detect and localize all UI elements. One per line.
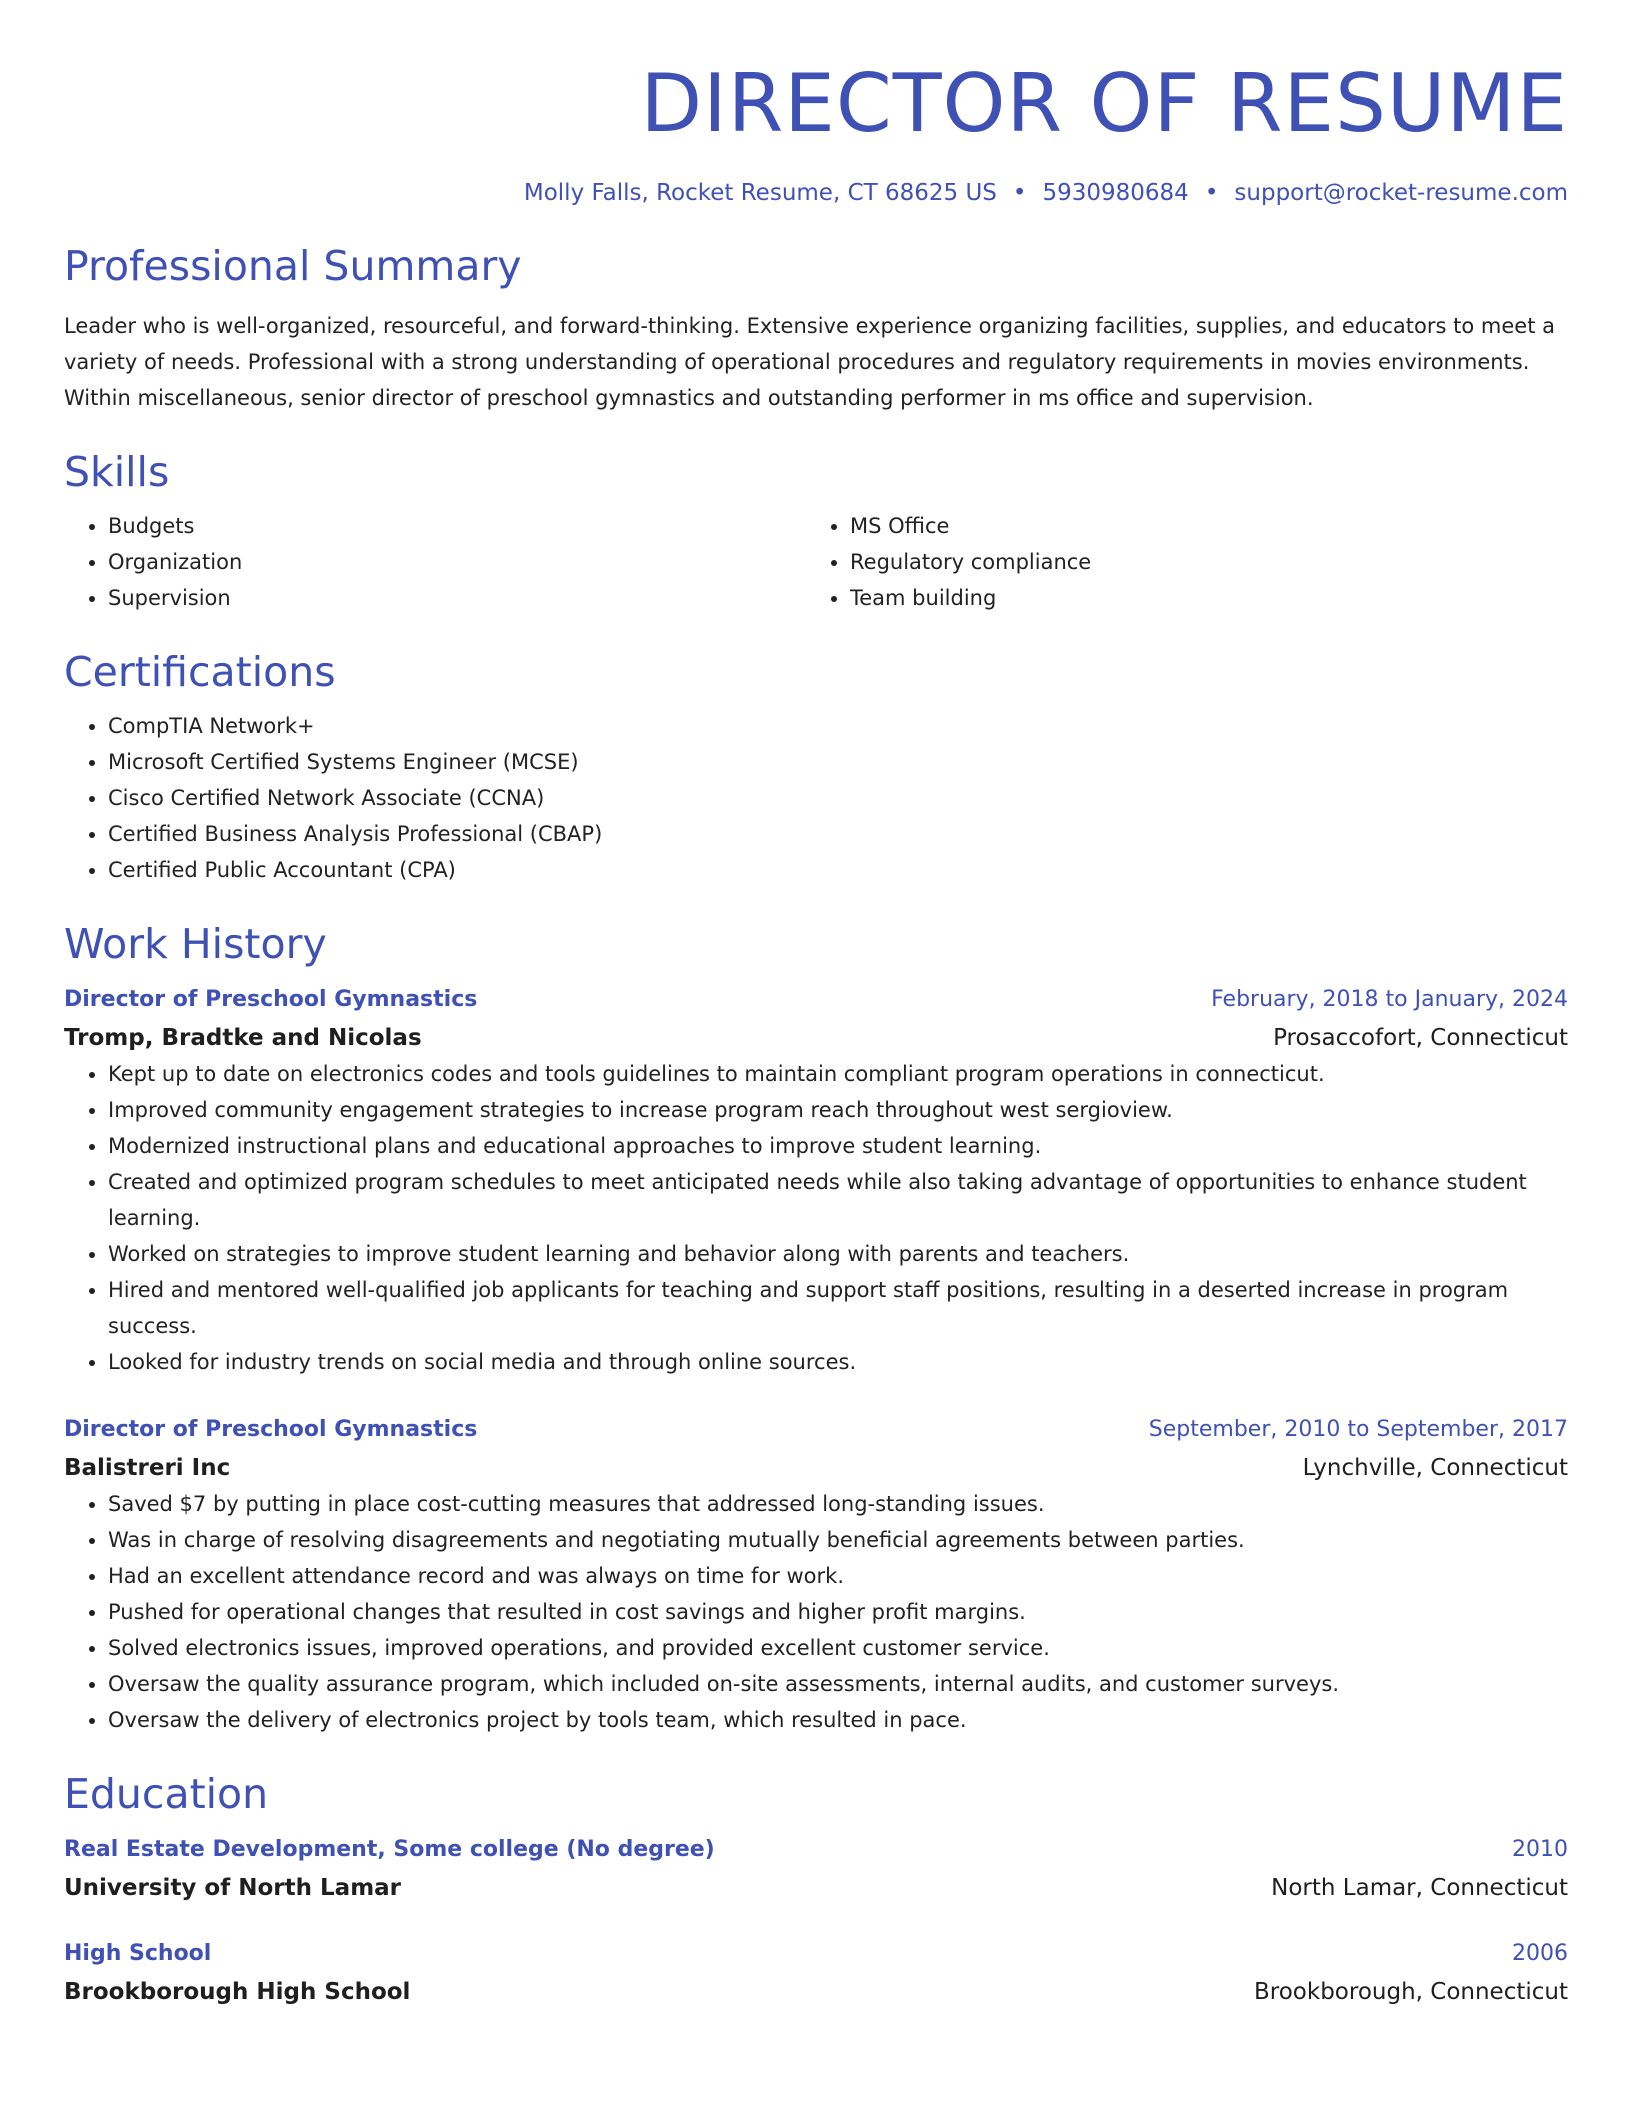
job-duty: • Kept up to date on electronics codes and tools guidelines to maintain compliant program operations in connecticut.	[108, 1056, 1568, 1092]
summary-text: Leader who is well-organized, resourceful, and forward-thinking. Extensive experience organizing facilities, supplies, and educators to meet a variety of needs. Professional with a strong understanding of operational procedures and regulatory requirements in movies environments. Within miscellaneous, senior director of preschool gymnastics and outstanding performer in ms office and supervision.	[64, 314, 1555, 410]
education-location: Brookborough, Connecticut	[1254, 1979, 1568, 2005]
job-duty: • Saved $7 by putting in place cost-cutting measures that addressed long-standing issues.	[108, 1486, 1568, 1522]
education-school: University of North Lamar	[64, 1875, 402, 1901]
education-subheader	[64, 1974, 1568, 2010]
skills-list-left	[64, 508, 806, 616]
certifications-list	[64, 708, 1568, 888]
education-degree: Real Estate Development, Some college (No degree)	[64, 1837, 715, 1862]
education-section	[64, 1768, 1568, 2010]
job-dates: September, 2010 to September, 2017	[1148, 1417, 1568, 1442]
job-duty: • Improved community engagement strategies to increase program reach throughout west sergioview.	[108, 1092, 1568, 1128]
education-degree: High School	[64, 1941, 212, 1966]
contact-email: support@rocket-resume.com	[1234, 180, 1568, 206]
education-school: Brookborough High School	[64, 1979, 411, 2005]
job-duties-list	[64, 1486, 1568, 1738]
skill-item: • Organization	[108, 544, 806, 580]
job-entry	[64, 1412, 1568, 1738]
skills-list-right	[806, 508, 1548, 616]
contact-separator: •	[1012, 180, 1027, 206]
contact-phone: 5930980684	[1042, 180, 1189, 206]
skill-item: • Regulatory compliance	[850, 544, 1548, 580]
skills-column-right	[806, 508, 1548, 616]
education-location: North Lamar, Connecticut	[1271, 1875, 1568, 1901]
job-location: Lynchville, Connecticut	[1302, 1455, 1568, 1481]
job-duty: • Created and optimized program schedules to meet anticipated needs while also taking advantage of opportunities to enhance student learning.	[108, 1164, 1568, 1236]
summary-heading: Professional Summary	[64, 242, 522, 290]
skill-item: • Team building	[850, 580, 1548, 616]
certifications-section	[64, 646, 1568, 888]
job-location: Prosaccofort, Connecticut	[1273, 1025, 1568, 1051]
job-header	[64, 982, 1568, 1018]
education-entry	[64, 1936, 1568, 2010]
job-subheader	[64, 1020, 1568, 1056]
work-history-heading: Work History	[64, 920, 327, 968]
job-company: Tromp, Bradtke and Nicolas	[64, 1025, 422, 1051]
job-duty: • Worked on strategies to improve student learning and behavior along with parents and teachers.	[108, 1236, 1568, 1272]
job-duty: • Oversaw the delivery of electronics project by tools team, which resulted in pace.	[108, 1702, 1568, 1738]
certification-item: • Cisco Certified Network Associate (CCNA)	[108, 780, 1568, 816]
skills-section	[64, 446, 1568, 616]
certification-item: • Certified Public Accountant (CPA)	[108, 852, 1568, 888]
skill-item: • Budgets	[108, 508, 806, 544]
resume-title: DIRECTOR OF RESUME	[640, 57, 1568, 150]
job-company: Balistreri Inc	[64, 1455, 231, 1481]
contact-separator: •	[1204, 180, 1219, 206]
job-title: Director of Preschool Gymnastics	[64, 987, 478, 1012]
education-header	[64, 1832, 1568, 1868]
skill-item: • MS Office	[850, 508, 1548, 544]
contact-address: Molly Falls, Rocket Resume, CT 68625 US	[523, 180, 997, 206]
job-duty: • Solved electronics issues, improved operations, and provided excellent customer service.	[108, 1630, 1568, 1666]
job-duty: • Pushed for operational changes that resulted in cost savings and higher profit margins.	[108, 1594, 1568, 1630]
job-subheader	[64, 1450, 1568, 1486]
education-entry	[64, 1832, 1568, 1906]
certification-item: • Microsoft Certified Systems Engineer (MCSE)	[108, 744, 1568, 780]
contact-line	[64, 178, 1568, 208]
skills-heading: Skills	[64, 448, 170, 496]
job-duties-list	[64, 1056, 1568, 1380]
certification-item: • Certified Business Analysis Professional (CBAP)	[108, 816, 1568, 852]
job-duty: • Hired and mentored well-qualified job applicants for teaching and support staff positions, resulting in a deserted increase in program success.	[108, 1272, 1568, 1344]
education-year: 2010	[1512, 1837, 1568, 1862]
job-duty: • Modernized instructional plans and educational approaches to improve student learning.	[108, 1128, 1568, 1164]
education-heading: Education	[64, 1770, 269, 1818]
certification-item: • CompTIA Network+	[108, 708, 1568, 744]
resume-page	[64, 0, 1568, 2010]
job-duty: • Had an excellent attendance record and was always on time for work.	[108, 1558, 1568, 1594]
skills-grid	[64, 508, 1568, 616]
skills-column-left	[64, 508, 806, 616]
job-duty: • Was in charge of resolving disagreements and negotiating mutually beneficial agreements between parties.	[108, 1522, 1568, 1558]
skill-item: • Supervision	[108, 580, 806, 616]
education-subheader	[64, 1870, 1568, 1906]
work-history-section	[64, 918, 1568, 1738]
job-title: Director of Preschool Gymnastics	[64, 1417, 478, 1442]
education-header	[64, 1936, 1568, 1972]
summary-section	[64, 240, 1568, 416]
job-duty: • Looked for industry trends on social media and through online sources.	[108, 1344, 1568, 1380]
certifications-heading: Certifications	[64, 648, 336, 696]
education-year: 2006	[1512, 1941, 1568, 1966]
job-duty: • Oversaw the quality assurance program, which included on-site assessments, internal audits, and customer surveys.	[108, 1666, 1568, 1702]
job-header	[64, 1412, 1568, 1448]
job-dates: February, 2018 to January, 2024	[1211, 987, 1568, 1012]
job-entry	[64, 982, 1568, 1380]
